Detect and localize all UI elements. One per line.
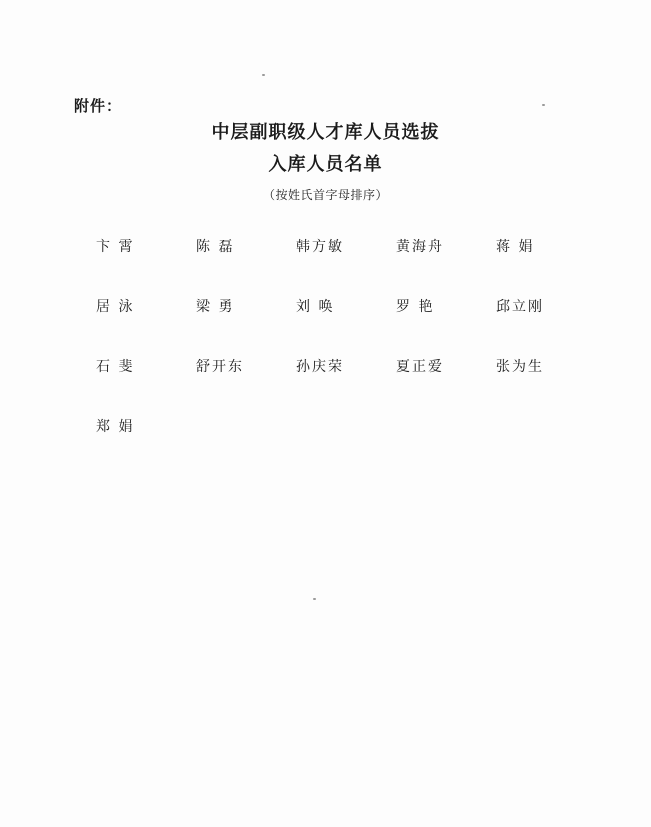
name-entry: 蒋 娟 [496,239,535,255]
name-entry: 卞 霄 [96,239,135,255]
name-entry: 张为生 [496,359,544,375]
scan-speck [313,598,316,600]
scan-speck [542,104,545,106]
name-entry: 夏正爱 [396,359,444,375]
name-entry: 陈 磊 [196,239,235,255]
name-entry: 邱立刚 [496,299,544,315]
scan-speck [262,74,265,76]
document-title-line-1: 中层副职级人才库人员选拔 [211,122,440,143]
name-entry: 居 泳 [96,299,135,315]
name-entry: 刘 唤 [296,299,335,315]
name-entry: 黄海舟 [396,239,444,255]
names-list [96,236,576,436]
name-entry: 韩方敏 [296,239,344,255]
name-entry: 孙庆荣 [296,359,344,375]
name-entry: 石 斐 [96,359,135,375]
name-entry: 郑 娟 [96,419,135,435]
attachment-label: 附件： [74,97,123,115]
name-entry: 梁 勇 [196,299,235,315]
name-entry: 舒开东 [196,359,244,375]
sort-order-note: （按姓氏首字母排序） [262,188,388,202]
name-entry: 罗 艳 [396,299,435,315]
document-title-line-2: 入库人员名单 [268,154,383,175]
